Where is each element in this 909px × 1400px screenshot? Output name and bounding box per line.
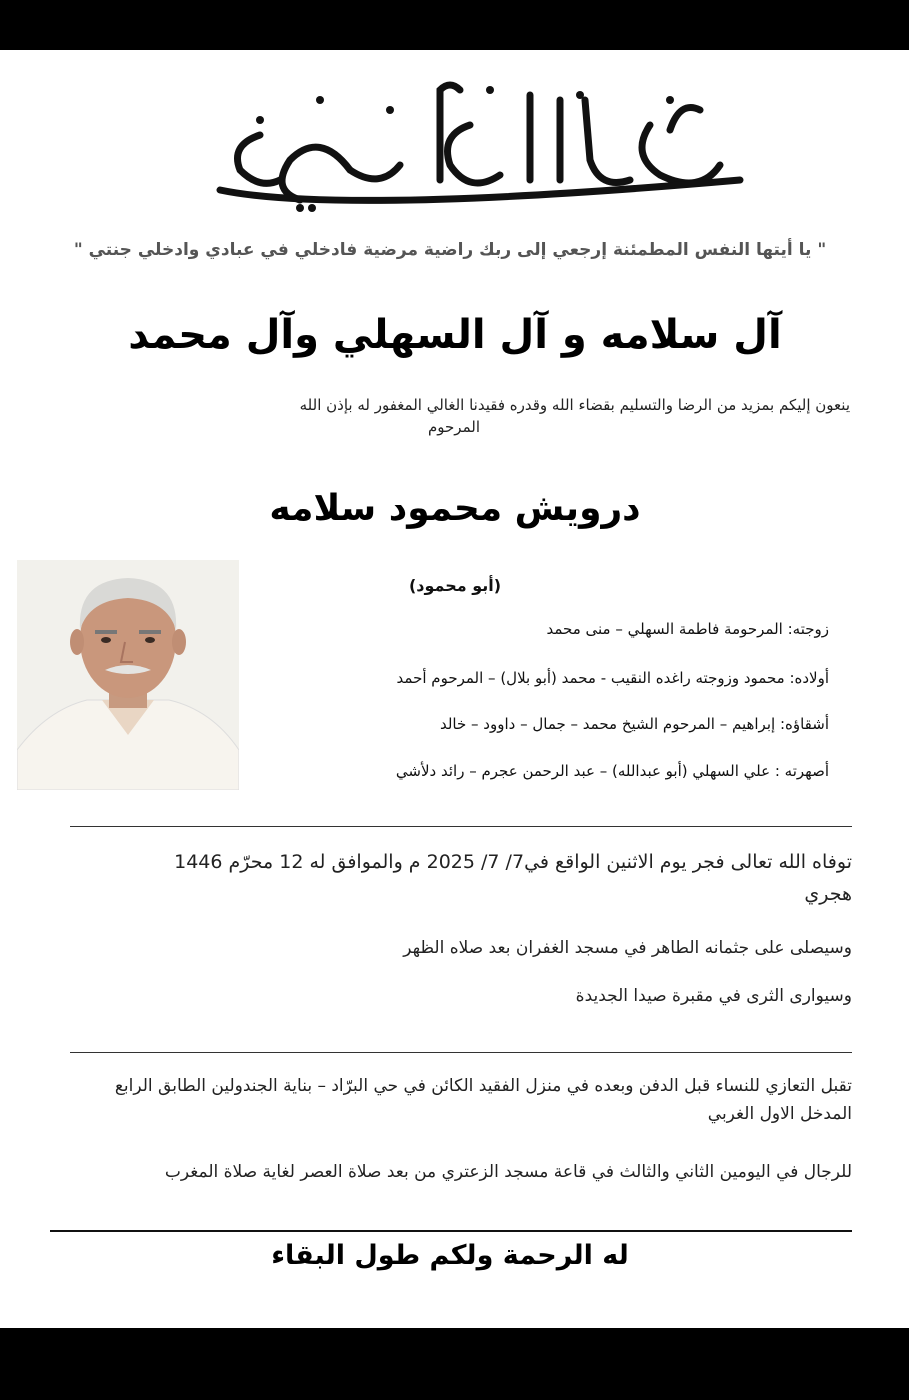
condolences-men: للرجال في اليومين الثاني والثالث في قاعة مسجد الزعتري من بعد صلاة العصر لغاية صلاة المغرب [164, 1162, 852, 1182]
in-laws-line: أصهرته : علي السهلي (أبو عبدالله) – عبد الرحمن عجرم – رائد دلأشي [395, 762, 829, 780]
death-date-paragraph [60, 846, 852, 910]
divider [70, 826, 852, 827]
death-date-line2: هجري [804, 883, 852, 905]
portrait-photo [17, 560, 239, 790]
closing-phrase: له الرحمة ولكم طول البقاء [271, 1240, 629, 1271]
deceased-name: درويش محمود سلامه [269, 488, 641, 529]
divider-thick [50, 1230, 852, 1232]
divider [70, 1052, 852, 1053]
announcement [70, 394, 850, 438]
brothers-line: أشقاؤه: إبراهيم – المرحوم الشيخ محمد – جمال – داوود – خالد [439, 715, 829, 733]
deceased-kunya: (أبو محمود) [408, 576, 502, 595]
burial-info: وسيوارى الثرى في مقبرة صيدا الجديدة [575, 986, 852, 1006]
wife-line: زوجته: المرحومة فاطمة السهلي – منى محمد [546, 620, 829, 638]
children-line: أولاده: محمود وزوجته راغده النقيب - محمد (أبو بلال) – المرحوم أحمد [396, 669, 829, 687]
calligraphy-header [200, 70, 760, 220]
death-date-line1: توفاه الله تعالى فجر يوم الاثنين الواقع في7/ 7/ 2025 م والموافق له 12 محرّم 1446 [174, 851, 852, 873]
funeral-prayer: وسيصلى على جثمانه الطاهر في مسجد الغفران بعد صلاه الظهر [403, 938, 852, 958]
announcement-line1: ينعون إليكم بمزيد من الرضا والتسليم بقضاء الله وقدره فقيدنا الغالي المغفور له بإذن الله [299, 396, 850, 414]
announcement-line2: المرحوم [428, 418, 480, 436]
families-title: آل سلامه و آل السهلي وآل محمد [128, 312, 782, 358]
obituary-sheet [0, 50, 909, 1328]
quran-verse: " يا أيتها النفس المطمئنة إرجعي إلى ربك راضية مرضية فادخلي في عبادي وادخلي جنتي " [73, 240, 827, 260]
condolences-women: تقبل التعازي للنساء قبل الدفن وبعده في منزل الفقيد الكائن في حي البرّاد – بناية الجندولين الطابق الرابع المدخل الاول الغربي [114, 1076, 852, 1124]
